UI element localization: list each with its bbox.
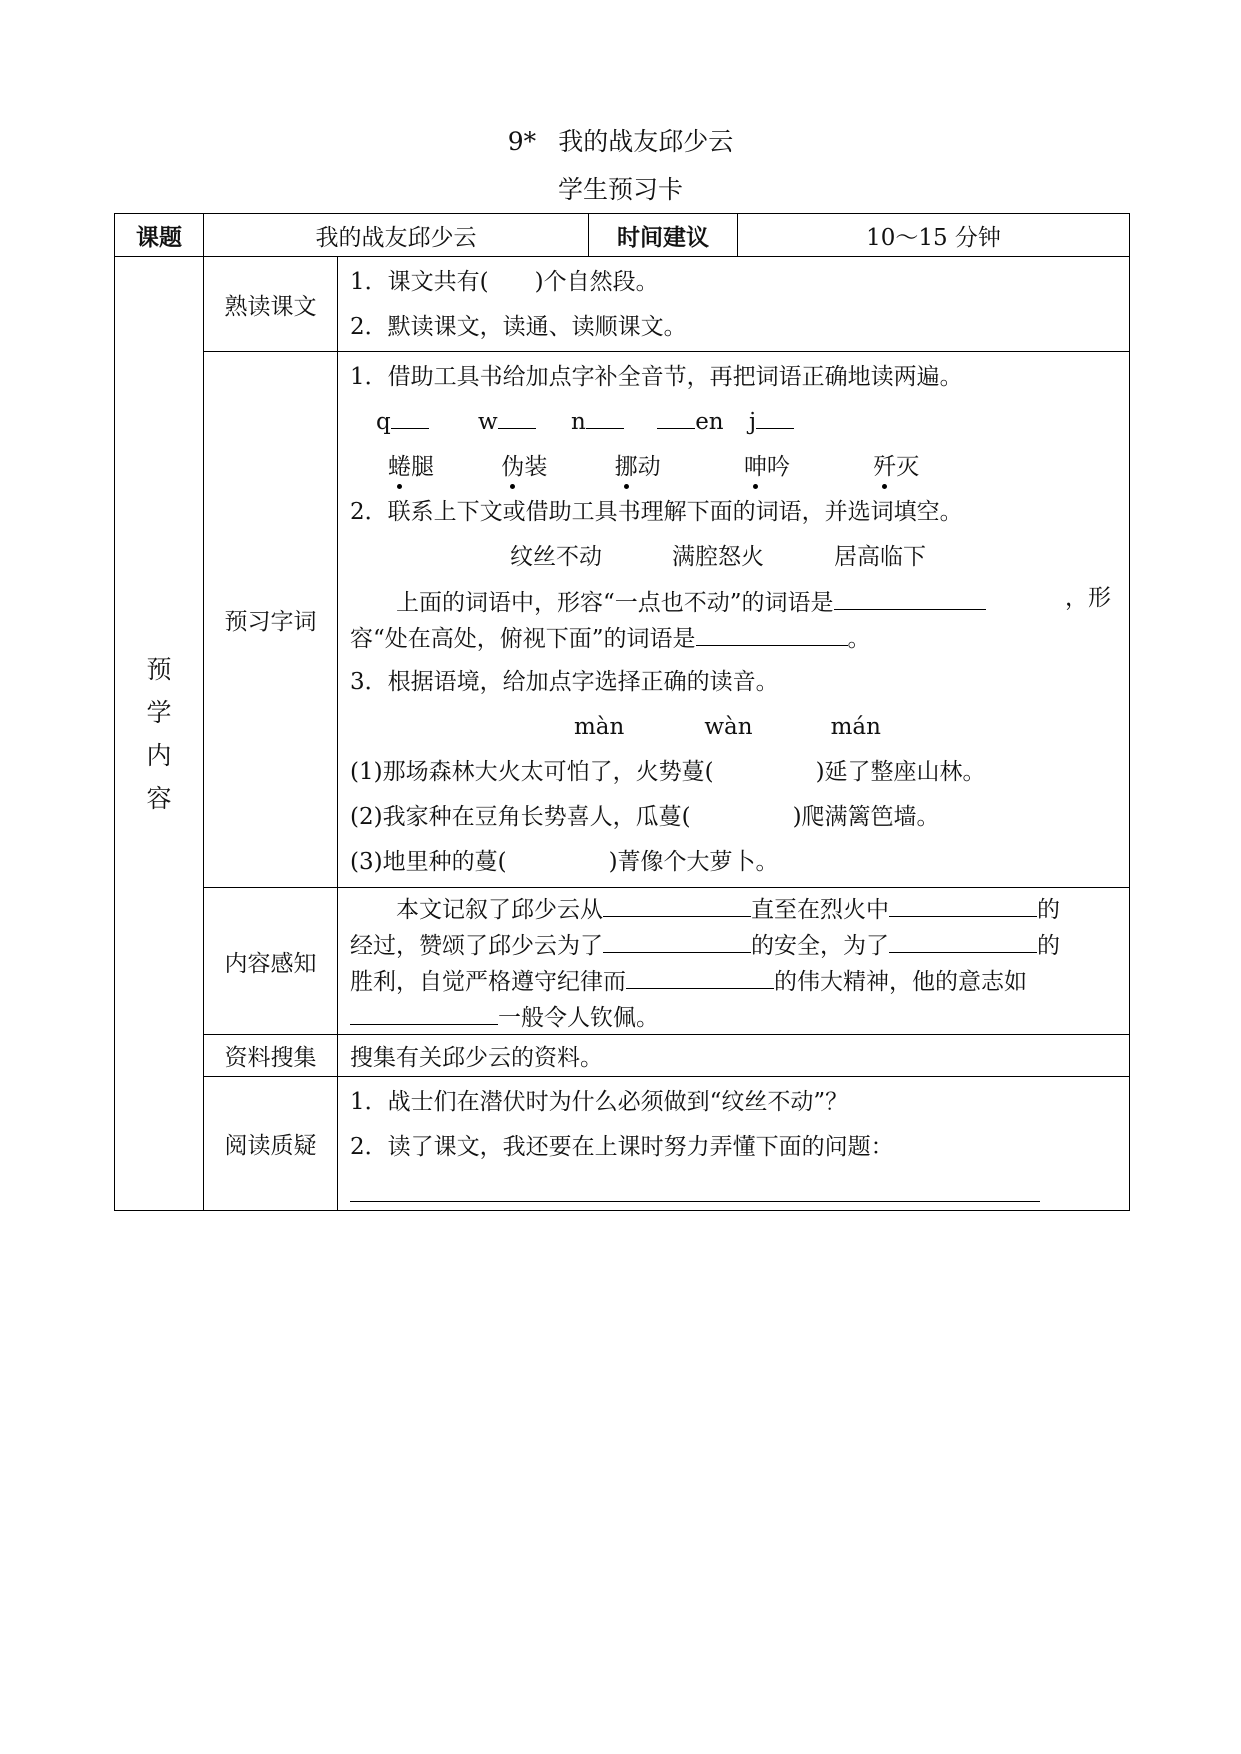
question-1: 1．战士们在潜伏时为什么必须做到“纹丝不动”？ <box>350 1089 849 1115</box>
word-item: 呻吟 <box>744 446 790 488</box>
pinyin-blank[interactable] <box>498 402 536 429</box>
read-text-label: 熟读课文 <box>204 257 338 352</box>
lesson-title <box>0 122 1241 158</box>
words-row <box>115 352 1130 888</box>
pinyin-blank[interactable] <box>657 402 695 429</box>
content-blank[interactable] <box>603 926 751 953</box>
preview-card-table <box>114 213 1130 1211</box>
word-item: 歼灭 <box>873 446 919 488</box>
content-paragraph-2: 经过，赞颂了邱少云为了 的安全，为了 的 <box>350 926 1119 962</box>
topic-row <box>115 214 1130 257</box>
idiom-blank[interactable] <box>834 583 986 610</box>
content-blank[interactable] <box>889 926 1037 953</box>
research-label: 资料搜集 <box>204 1035 338 1077</box>
questions-row <box>115 1077 1130 1211</box>
research-row <box>115 1035 1130 1077</box>
words-question-1: 1．借助工具书给加点字补全音节，再把词语正确地读两遍。 <box>350 364 963 390</box>
pinyin-blank[interactable] <box>391 402 429 429</box>
card-title: 学生预习卡 <box>557 175 683 204</box>
words-label: 预习字词 <box>204 352 338 888</box>
topic-label: 课题 <box>115 214 204 257</box>
content-blank[interactable] <box>889 890 1037 917</box>
idiom-fill-paragraph-2: 容“处在高处，俯视下面”的词语是 。 <box>350 619 1119 655</box>
content-blank[interactable] <box>350 998 498 1025</box>
reading-sentence-3: (3)地里种的蔓( )菁像个大萝卜。 <box>350 849 779 875</box>
lesson-name: 我的战友邱少云 <box>558 127 734 156</box>
content-label: 内容感知 <box>204 888 338 1035</box>
question-answer-line[interactable] <box>350 1171 1040 1202</box>
read-text-row <box>115 257 1130 352</box>
research-text: 搜集有关邱少云的资料。 <box>350 1045 603 1071</box>
questions-label: 阅读质疑 <box>204 1077 338 1211</box>
pinyin-blank[interactable] <box>586 402 624 429</box>
words-question-3: 3．根据语境，给加点字选择正确的读音。 <box>350 669 779 695</box>
reading-options: màn wàn mán <box>574 714 881 740</box>
reading-sentence-1: (1)那场森林大火太可怕了，火势蔓( )延了整座山林。 <box>350 759 986 785</box>
dotted-words-row <box>350 446 1119 491</box>
section-label: 预 学 内 容 <box>115 257 204 1211</box>
time-value: 10～15 分钟 <box>738 214 1130 257</box>
question-2: 2．读了课文，我还要在上课时努力弄懂下面的问题： <box>350 1134 894 1160</box>
words-question-2: 2．联系上下文或借助工具书理解下面的词语，并选词填空。 <box>350 499 963 525</box>
pinyin-blank[interactable] <box>756 402 794 429</box>
time-label: 时间建议 <box>589 214 738 257</box>
word-item: 伪装 <box>501 446 547 488</box>
reading-sentence-2: (2)我家种在豆角长势喜人，瓜蔓( )爬满篱笆墙。 <box>350 804 940 830</box>
word-item: 挪动 <box>615 446 661 488</box>
read-text-item-1: 1．课文共有( )个自然段。 <box>350 269 659 295</box>
topic-value: 我的战友邱少云 <box>204 214 589 257</box>
pinyin-blanks-row: q w n en j <box>350 401 1119 446</box>
word-item: 蜷腿 <box>388 446 434 488</box>
content-blank[interactable] <box>626 962 774 989</box>
lesson-number: 9* <box>507 127 537 156</box>
idiom-options: 纹丝不动 满腔怒火 居高临下 <box>510 544 926 570</box>
idiom-fill-paragraph: 上面的词语中，形容“一点也不动”的词语是 ，形 <box>396 585 1111 616</box>
content-paragraph-3: 胜利，自觉严格遵守纪律而 的伟大精神，他的意志如 <box>350 962 1119 998</box>
content-row <box>115 888 1130 1035</box>
content-blank[interactable] <box>603 890 751 917</box>
read-text-item-2: 2．默读课文，读通、读顺课文。 <box>350 314 687 340</box>
idiom-blank[interactable] <box>696 619 848 646</box>
content-paragraph-4: 一般令人钦佩。 <box>350 998 1119 1034</box>
content-paragraph: 本文记叙了邱少云从 直至在烈火中 的 <box>350 890 1119 926</box>
